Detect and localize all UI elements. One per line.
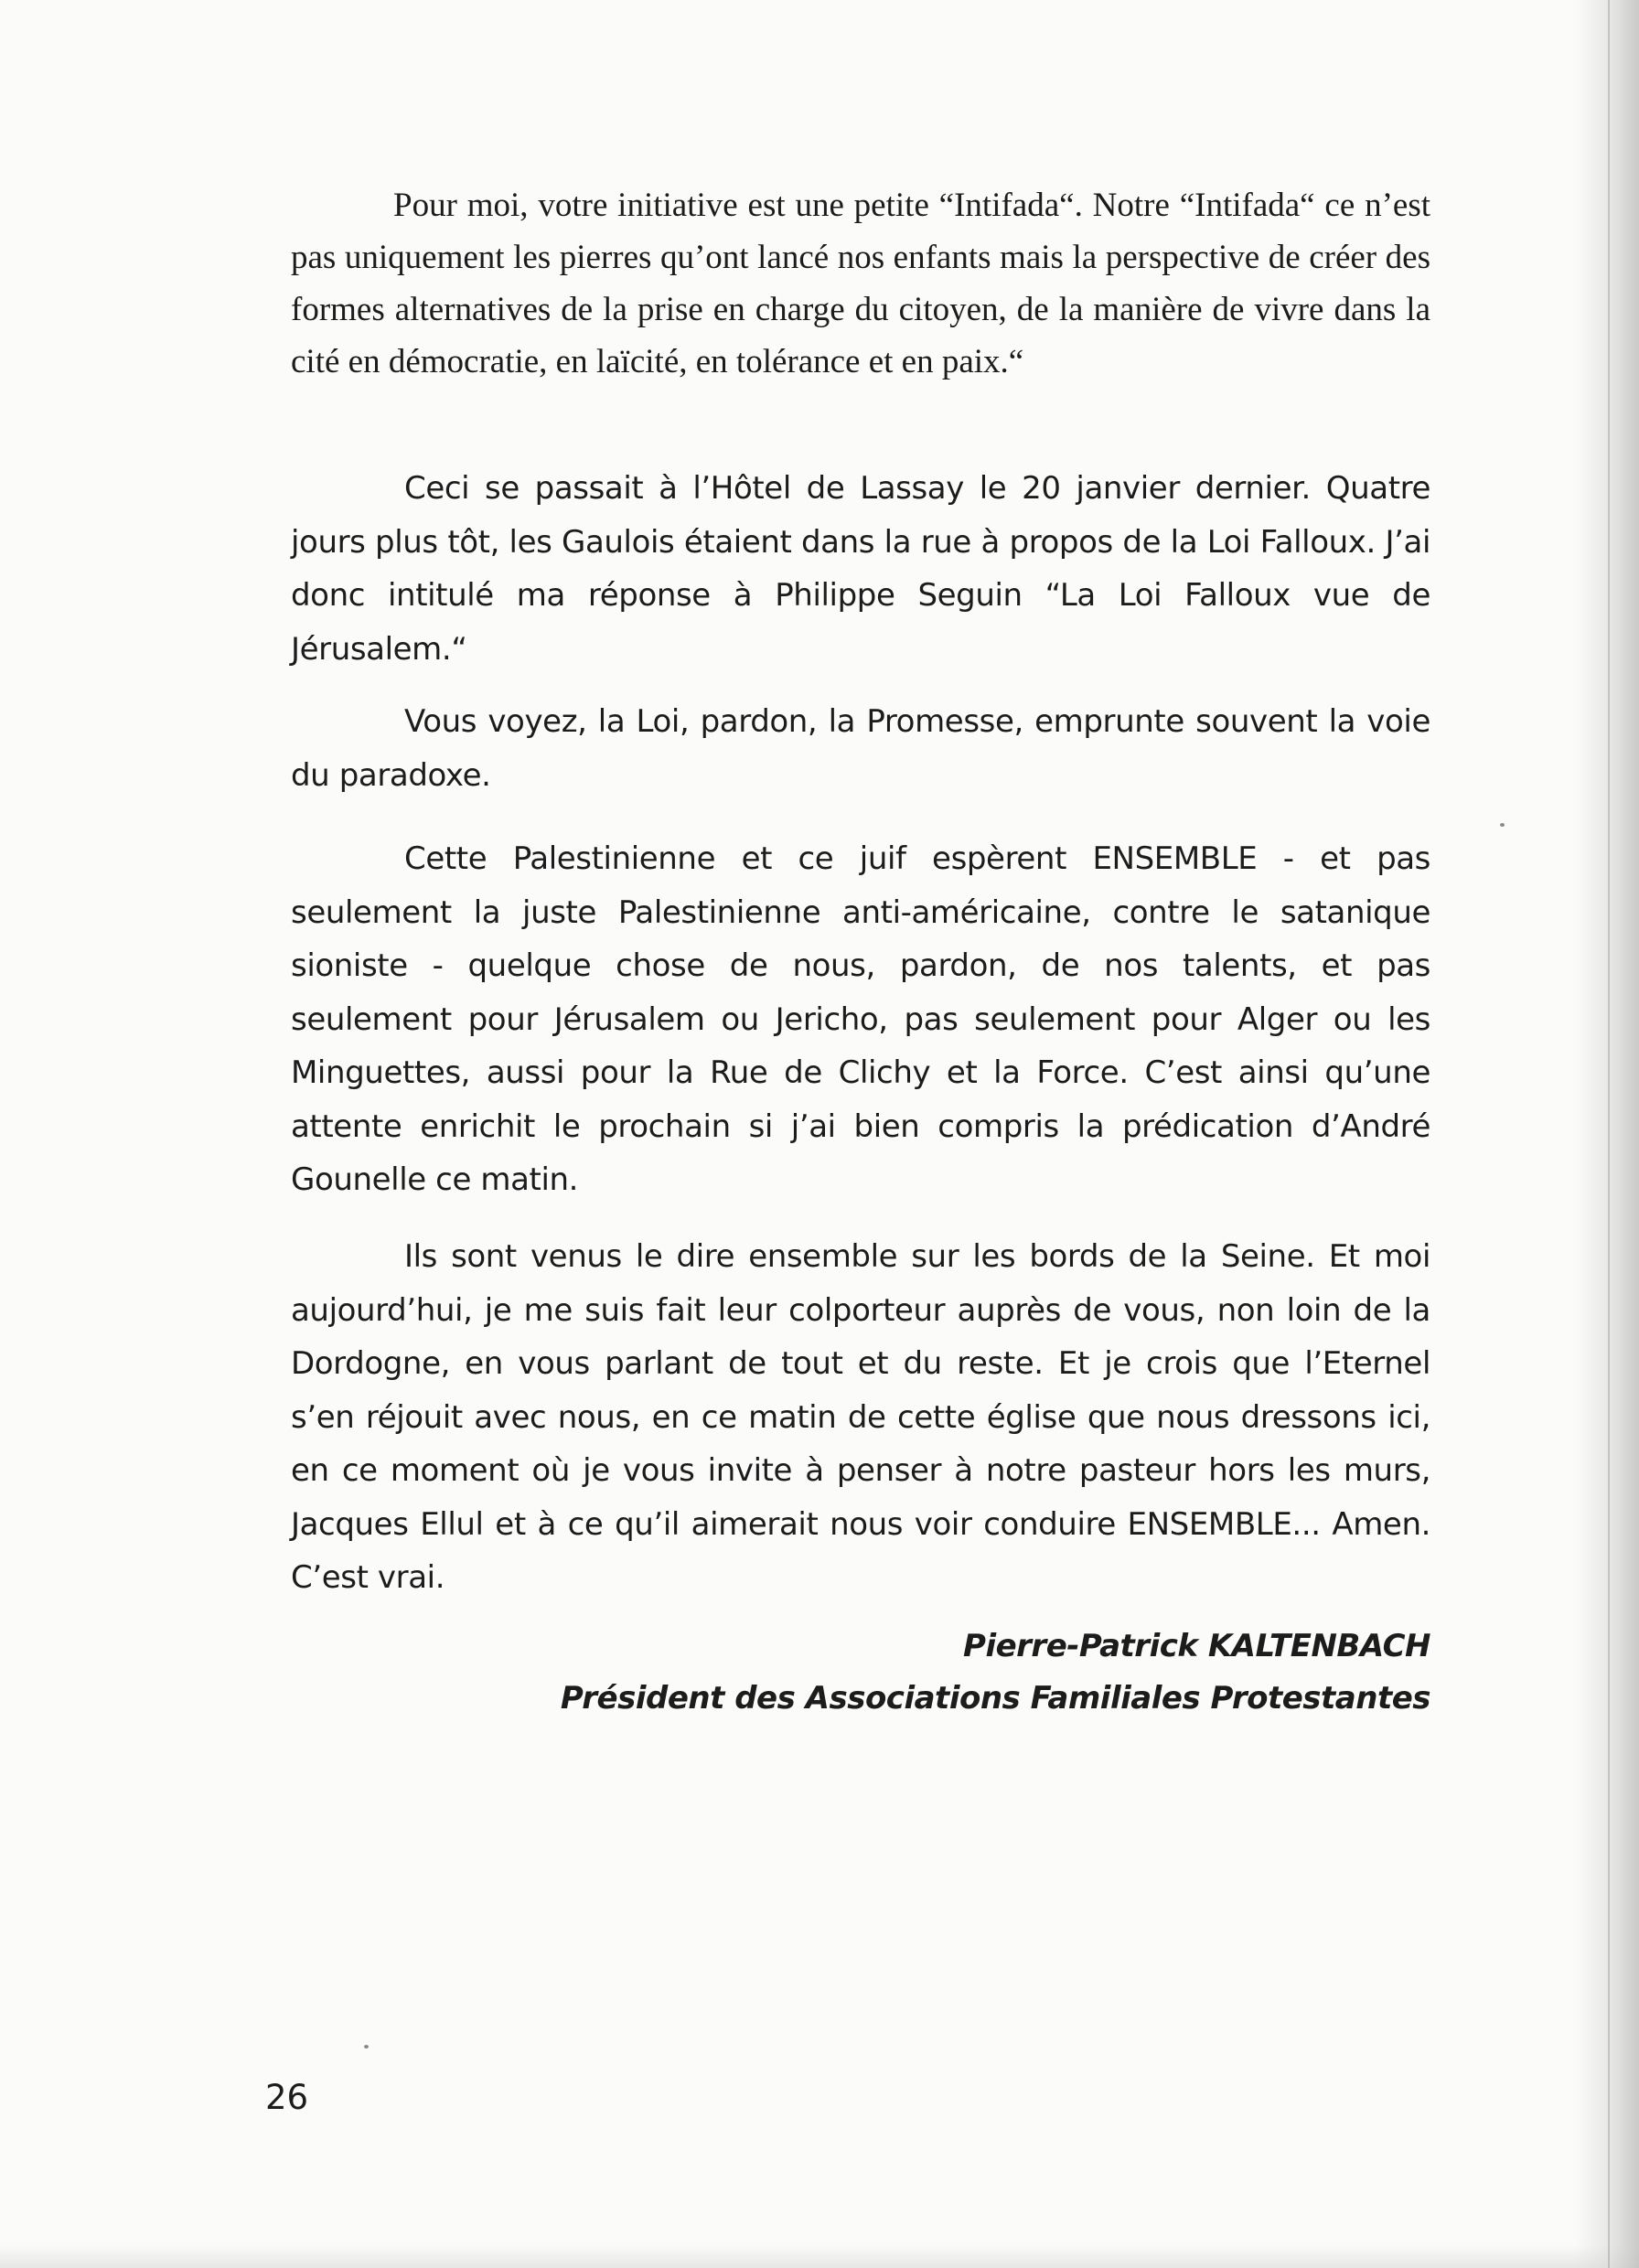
scan-speck (1500, 823, 1505, 827)
signature-name: Pierre-Patrick KALTENBACH (963, 1628, 1430, 1664)
paragraph-intifada-quote: Pour moi, votre initiative est une petite “Intifada“. Notre “Intifada“ ce n’est pas uniquement les pierres qu’ont lancé nos enfants mais la perspective de créer des formes alternatives de la prise en charge du citoyen, de la manière de vivre dans la cité en démocratie, en laïcité, en tolérance et en paix.“ (291, 187, 1430, 380)
paragraph-bords-de-la-seine: Ils sont venus le dire ensemble sur les bords de la Seine. Et moi aujourd’hui, je me suis fait leur colporteur auprès de vous, non loin de la Dordogne, en vous parlant de tout et du reste. Et je crois que l’Eternel s’en réjouit avec nous, en ce matin de cette église que nous dressons ici, en ce moment où je vous invite à penser à notre pasteur hors les murs, Jacques Ellul et à ce qu’il aimerait nous voir conduire ENSEMBLE... Amen. C’est vrai. (291, 1238, 1430, 1596)
page-number: 26 (265, 2078, 309, 2117)
page-bottom-edge (0, 2244, 1639, 2268)
binding-edge (1608, 0, 1610, 2268)
signature-role: Président des Associations Familiales Protestantes (560, 1680, 1430, 1717)
scan-speck (364, 2045, 369, 2049)
binding-shadow (1575, 0, 1639, 2268)
paragraph-palestinienne-juif: Cette Palestinienne et ce juif espèrent ENSEMBLE - et pas seulement la juste Palestinienne anti-américaine, contre le satanique sioniste - quelque chose de nous, pardon, de nos talents, et pas seulement pour Jérusalem ou Jericho, pas seulement pour Alger ou les Minguettes, aussi pour la Rue de Clichy et la Force. C’est ainsi qu’une attente enrichit le prochain si j’ai bien compris la prédication d’André Gounelle ce matin. (291, 840, 1430, 1198)
paragraph-promesse: Vous voyez, la Loi, pardon, la Promesse, emprunte souvent la voie du paradoxe. (291, 703, 1430, 794)
paragraph-hotel-de-lassay: Ceci se passait à l’Hôtel de Lassay le 20 janvier dernier. Quatre jours plus tôt, les Gaulois étaient dans la rue à propos de la Loi Falloux. J’ai donc intitulé ma réponse à Philippe Seguin “La Loi Falloux vue de Jérusalem.“ (291, 470, 1430, 668)
